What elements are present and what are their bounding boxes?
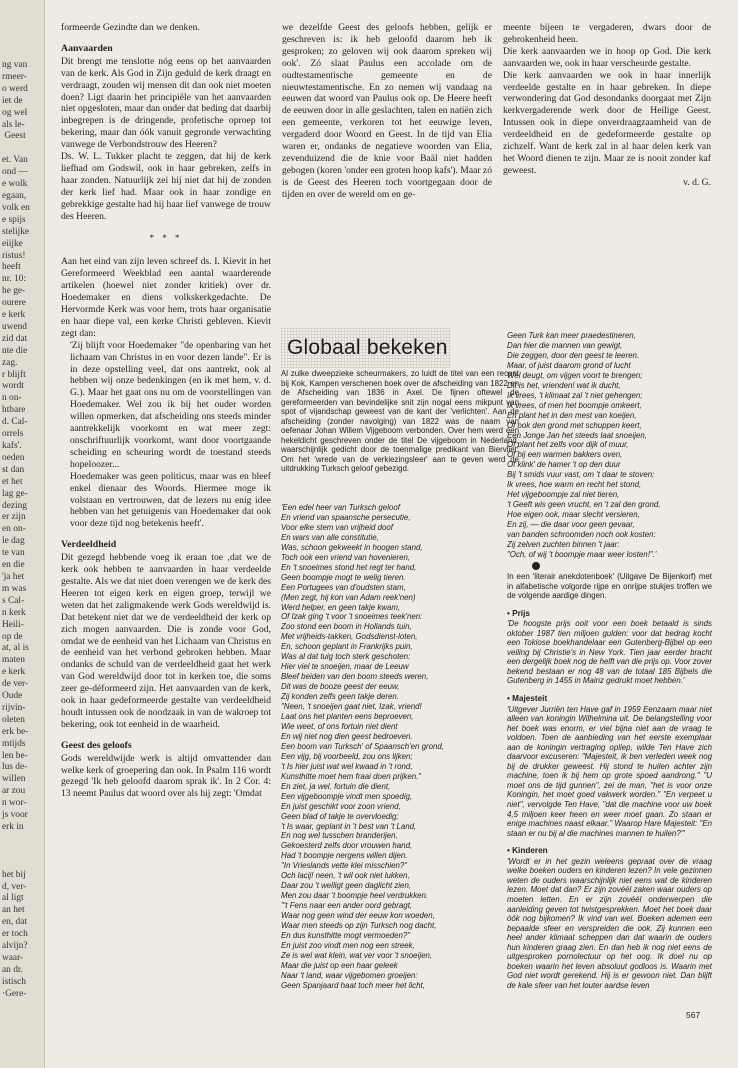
poem-line: Zoo stond een boom in Hollands tuin, — [281, 622, 412, 632]
col1-paragraph: Ds. W. L. Tukker placht te zeggen, dat hij de kerk liefhad om Godswil, ook in haar gebreken, zelfs in haar zonden. Natuurlijk zei hij niet dat hij de zonden der kerk lief had. Maar ook in haar zondige en gebrekkige gestalte had hij haar lief vanwege de trouw des Heeren. — [61, 151, 271, 222]
anecdote-majesteit: 'Uitgever Jurriën ten Have gaf in 1959 Eenzaam maar niet alleen van koningin Wilhelmina uit. De belangstelling voor het boek was enorm, er viel bijna niet aan de vraag te voldoen. Toen de aanbieding van het eerste exemplaar aan de koningin vertraging opliep, wilde Ten Have zich daarvoor excuseren: "Majesteit, ik ben verleden week nog bij de drukker geweest. Hij stond te huilen achter zijn machine, toen ik bij hem op grote spoed aandrong." "U moet ons de tijd gunnen", zei de man, "het is voor onze Koningin, het moet goed vakwerk worden." "En verpeet u niet", vervolgde Ten Have, "dat die machine voor uw boek 4,5 miljoen keer heen en weer moet gaan. Zo staan er enige machines naast elkaar." Waarop Hare Majesteit: "En staan er nu bij al die machines mannen te huilen?"' — [507, 704, 712, 838]
poem-line: Daar zou 't welligt geen daglicht zien, — [281, 881, 412, 891]
poem-line: van banden schroomden noch ook kosten: — [507, 530, 656, 540]
poem-line: En nog wel tusschen branderijen, — [281, 831, 398, 841]
poem-line: Ik vrees, of men het boompje omkeert, — [507, 400, 642, 410]
poem-line: Het vijgeboompje zal niet tieren, — [507, 490, 620, 500]
previous-page-margin — [0, 0, 45, 1068]
heading-verdeeldheid: Verdeeldheid — [61, 539, 117, 551]
poem-line: Kunsthitte moet hem fraai doen prijken." — [281, 771, 422, 781]
poem-line: 't Is hier juist wat wel kwaad in 't rond, — [281, 761, 413, 771]
poem-line: Hoe eigen ook, maar slecht versieren, — [507, 510, 640, 520]
poem-line: En zij, — die daar voor geen gevaar, — [507, 520, 635, 530]
column-1 — [61, 22, 271, 800]
poem-line: Met vrijheids-takken, Godsdienst-loten, — [281, 632, 418, 642]
poem-line: Of ook den grond met schuppen keert, — [507, 420, 642, 430]
poem-line: Of Izak ging 't voor 't snoeimes teek'nen: — [281, 612, 423, 622]
poem-line: "In Vrieslands vette klei misschien?" — [281, 861, 408, 871]
poem-line: Waar men steeds op zijn Turksch nog dacht, — [281, 921, 437, 931]
poem-line: Die zeggen, door den geest te leeren. — [507, 350, 640, 360]
anecdote-intro: In een 'literair anekdotenboek' (Uitgave De Bijenkorf) met in alfabetische volgorde rijpe en onrijpe stukjes troffen we de volgende aardige dingen. — [507, 572, 712, 601]
section-title: Globaal bekeken — [287, 336, 448, 359]
poem-line: Ik vrees, hoe warm en recht het stond, — [507, 480, 642, 490]
poem-line: En juist zoo vindt men nog een streek, — [281, 940, 415, 950]
poem-line: En wars van alle constitutie, — [281, 532, 379, 542]
globaal-intro-text: Al zulke dweepzieke scheurmakers, zo luidt de titel van een recent bij Kok, Kampen verschenen boek over de afscheiding van 1822 en de Afscheiding van 1836 in Axel. De fijnen oftewel de gereformeerden van bevindelijke snit zijn nogal eens mikpunt van spot of vijandschap geweest van de kant der 'verlichten'. Aan de afscheiding (zonder navolging) van 1822 was de naam van oefenaar Johan Willem Vijgeboom verbonden. Over hem werd een hekeldicht geschreven onder de titel De vijgeboom in Nederland, waarschijnlijk gedicht door de toenmalige predikant van Biervliet. Om het 'wrede van de verkiezingsleer' aan te geven werd de uitdrukking Turksch geloof gebezigd. — [281, 369, 519, 473]
poem-line: "Och, of wij 't boompje maar weer losten!".' — [507, 549, 657, 559]
section-title-box — [281, 328, 451, 368]
col1-paragraph: Dit brengt me tenslotte nóg eens op het aanvaarden van de kerk. Als God in Zijn geduld de kerk draagt en verdraagt, zouden wij mensen dit dan ook niet moeten doen? Ligt daarin het principiële van het aanvaarden niet opgesloten, maar dan onder dat beding dat daarbij inbegrepen is de dringende, profetische oproep tot bekering, maar dan óók vanuit gegronde verwachting vanwege de Verbondstrouw des Heeren? — [61, 55, 271, 151]
poem-line: En 't snoeimes stond het regt ter hand, — [281, 562, 417, 572]
column-2 — [282, 22, 492, 201]
poem-line: Hier viel te snoeijen, maar de Leeuw — [281, 662, 409, 672]
heading-majesteit: • Majesteit — [507, 694, 548, 704]
poem-line: Zij konden zelfs geen takje deren. — [281, 692, 399, 702]
poem-line: Geen Turk kan meer praedestineren, — [507, 331, 636, 340]
poem-line: Geen boompje mogt te welig tieren. — [281, 572, 406, 582]
anecdote-kinderen: 'Wordt er in het gezin weleens gepraat over de vraag welke boeken ouders en kinderen lezen? In vele gezinnen weten de ouders waarschijnlijk niet eens wat de kinderen lezen. Moet dat dan? Er zijn zovéél zaken waar ouders op moeten letten. En er zijn zovéél onderwerpen die aanleiding geven tot twistgesprekken. Moet het boek daar óók nog bijkomen? Ik vind van wel. Boeken ademen een bepaalde sfeer en verspreiden die ook. Zij kunnen een heel ander klimaat scheppen dan dat waarin de ouders hun kinderen graag zien. En dan heb ik nog niet eens de uitgesproken pornolectuur op het oog. Ik doel nu op boeken waarin het leven absoluut godloos is. Waarin met God niet wordt gerekend. Hij is er gewoon niet. Dan blijft de kale sfeer van het louter aardse leven — [507, 856, 712, 990]
poem-line: (Men zegt, hij kon van Adam reek'nen) — [281, 592, 416, 602]
poem-line: 'Een edel heer van Turksch geloof — [281, 503, 400, 512]
poem-line: 't Geeft wis geen vrucht, en 't zal den grond, — [507, 500, 661, 510]
poem-line: Naar 't land, waar vijgebomen groeijen: — [281, 970, 418, 980]
poem-line: Ze is wel wat klein, wat ver voor 't snoeijen, — [281, 950, 433, 960]
poem-line: Wel deugt, om vijgen voort te brengen; — [507, 370, 643, 380]
poem-line: Werd helper, en geen takje kwam, — [281, 602, 401, 612]
poem-line: En ziet, ja wel, fortuin die dient, — [281, 781, 391, 791]
poem-line: En wij niet nog dien geest bedroeven. — [281, 731, 413, 741]
section-divider: * * * — [149, 232, 183, 243]
poem-line: Geen Spanjaard haat toch meer het licht, — [281, 980, 425, 990]
poem-line: Wie weet, of ons fortuin niet dient — [281, 721, 398, 731]
poem-line: Maar die juist op een haar geleek — [281, 960, 398, 970]
poem-line: Een vijgeboompje vindt men spoedig, — [281, 791, 413, 801]
poem-line: Een boom van Turksch' of Spaansch'en grond, — [281, 741, 444, 751]
poem-line: Was al dat tuig toch sterk geschoten: — [281, 652, 411, 662]
poem-line: En vriend van spaansche persecutie, — [281, 512, 411, 522]
poem-line: Of bij een warmen bakkers oven, — [507, 450, 623, 460]
poem-line: "Neen, 't snoeijen gaat niet, Izak, vriend! — [281, 702, 422, 712]
col3-paragraph: meente bijeen te vergaderen, dwars door de gebrokenheid heen. — [503, 22, 711, 45]
poem-part-1 — [281, 503, 444, 991]
col1-lead: formeerde Gezindte dan we denken. — [61, 22, 200, 33]
poem-line: En plant het in den mest van koeijen, — [507, 410, 637, 420]
poem-line: Een Jonge Jan het steeds laat snoeijen, — [507, 430, 647, 440]
col2-paragraph: we dezelfde Geest des geloofs hebben, gelijk er geschreven is: ik heb geloofd daarom heb ik gesproken; zo geloven wij ook daarom spreken wij ook'. Zó slaat Paulus een accolade om de oudtestamentische gemeente en de nieuwtestamentische. En zo nemen wij vandaag na eeuwen dat woord van Paulus ook op. De Heere heeft de eeuwen door in alle geslachten, talen en natiën zich een gemeente, verkoren tot het eeuwige leven, vergaderd door Woord en Geest. In de tijd van Elia waren er, ondanks de negatieve woorden van Elia, zevenduizend die de knie voor Baäl niet hadden gebogen (koren 'onder een groten hoop kafs'). Maar zó is de Geest des Heeren toch voortgegaan door de tijden en over de wereld om en ge- — [282, 22, 492, 200]
page-number: 567 — [686, 1010, 701, 1020]
poem-line: Zij zelven zuchten binnen 't jaar: — [507, 540, 620, 550]
separator-dot-icon — [532, 562, 540, 570]
poem-line: Of plant het zelfs voor dijk of muur, — [507, 440, 629, 450]
author-signature: v. d. G. — [683, 176, 711, 188]
poem-line: Een vijg, bij voorbeeld, zou ons lijken; — [281, 751, 413, 761]
poem-line: Laat ons het planten eens beproeven, — [281, 712, 414, 722]
column-3 — [503, 22, 711, 189]
poem-line: Ik vrees, 't klimaat zal 't niet gehengen; — [507, 390, 643, 400]
heading-geest-des-geloofs: Geest des geloofs — [61, 739, 132, 751]
poem-line: Dan hier die mannen van gewigt, — [507, 340, 623, 350]
col3-paragraph: Die kerk aanvaarden we in hoop op God. Die kerk aanvaarden we, ook in haar verscheurde gestalte. — [503, 45, 711, 69]
heading-kinderen: • Kinderen — [507, 846, 548, 856]
poem-line: Waar nog geen wind der eeuw kon woeden, — [281, 911, 435, 921]
poem-part-2 — [507, 331, 660, 560]
poem-line: 't Is waar, geplant in 't best van 't Land, — [281, 821, 417, 831]
poem-line: En dus kunsthitte mogt vermoeden?" — [281, 930, 411, 940]
poem-line: Bij 't smids vuur vast, om 't daar te stoven; — [507, 470, 655, 480]
poem-line: "'t Fens naar een ander oord gebragt, — [281, 901, 413, 911]
heading-prijs: • Prijs — [507, 608, 530, 618]
poem-line: Toch ook een vriend van hovenieren, — [281, 552, 411, 562]
anecdote-prijs: 'De hoogste prijs ooit voor een boek betaald is sinds oktober 1987 tien miljoen gulden: voor dat bedrag kocht een Tokiose boekhandelaar een Gutenberg-Bijbel op een veiling bij Christie's in New York. Tien jaar eerder bracht een dergelijk boek nog de helft van die prijs op. Voor zover bekend bestaan er nog 48 van de totaal 185 Bijbels die Gutenberg in 1455 in Mainz gedrukt moet hebben.' — [507, 619, 712, 686]
globaal-intro — [281, 369, 519, 474]
poem-line: Of klink' de hamer 't op den duur — [507, 460, 621, 470]
poem-line: Och lacij! neen, 't wil ook niet lukken, — [281, 871, 410, 881]
poem-line: En juist geschikt voor zoon vriend, — [281, 801, 401, 811]
poem-line: Maar, of juist daarom grond of lucht — [507, 360, 631, 370]
previous-page-fragments: ng van rmeer- o werd iet de og wel als le- Geest et. Van ond — e wolk egaan, volk en e spijs stelijke eiijke ristus! heeft nr. 10: he ge- ourere e kerk uwend zid dat nte die zag. r blijft wordt n on- htbare d. Cal- orrels kafs'. oeden st dan et het lag ge- dezing er zijn en on- le dag te van en die 'ja het m was s Cal- n kerk Heili- op de at, al is maten e kerk de ver- Oude rijvin- oleten erk be- mtijds len be- lus de- willen ar zou n wor- js voor erk in het bij d, ver- al ligt an het en, dat er toch alvijn? waar- an dr. istisch ·Gere- — [2, 60, 30, 999]
poem-line: Voor elke stem van vrijheid doof — [281, 522, 393, 532]
col1-paragraph: Dit gezegd hebbende voeg ik eraan toe ,dat we de kerk ook hebben te aanvaarden in haar verdeelde gestalte. Als we dat niet doen verengen we de kerk des Heeren tot eigen kerk en eigen groep, terwijl we weten dat het zaligmakende werk Gods wereldwijd is. Dat betekent niet dat we de verdeeldheid der kerk op zich mogen aanvaarden. Die is zonde voor God, omdat we de eenheid van het Lichaam van Christus en de eenheid van het verbond gebroken hebben. Maar ondanks de schuld van de verdeeldheid gaat het werk van God wereldwijd door tot in kerken toe, die soms zeer ge-déformeerd zijn. Het aanvaarden van de kerk, ook in haar gedeformeerde gestalte van verdeeldheid houdt intussen ook de noodzaak in van de wakroep tot bekering, ook tot eenheid in de waarheid. — [61, 552, 271, 730]
poem-line: Men zou daar 't boompje heel verdrukken. — [281, 891, 429, 901]
poem-line: Dit was de booze geest der eeuw, — [281, 682, 400, 692]
kievit-quote: 'Zij blijft voor Hoedemaker "de openbaring van het lichaam van Christus in en voor dezen lande". Er is in deze opstelling veel, dat ons aantrekt, ook al hebben wij onze bedenkingen (en ik met hem, v. d. G.). Maar het gaat ons nu om de voorstellingen van Hoedemaker. Wel zou ik bij het ouder worden willen opmerken, dat afscheiding ons steeds minder aantrekkelijk voorkomt en wat meer zegt: onschriftuurlijk voorkomt, want door voortgaande scheiding en scheuring wordt de toestand steeds hopeloozer... — [70, 339, 271, 470]
poem-line: Geen blad of takje te overvloedig; — [281, 811, 399, 821]
poem-line: En, schoon geplant in Frankrijks puin, — [281, 642, 413, 652]
poem-line: Had 't boompje nergens willen dijen. — [281, 851, 408, 861]
col1-paragraph: Gods wereldwijde werk is altijd omvattender dan welke kerk of groepering dan ook. In Psalm 116 wordt gezegd 'Ik heb geloofd daarom sprak ik'. In 2 Cor. 4: 13 neemt Paulus dat woord over als hij zegt: 'Omdat — [61, 752, 271, 800]
poem-line: Gekoesterd zelfs door vrouwen hand, — [281, 841, 413, 851]
heading-aanvaarden: Aanvaarden — [61, 42, 113, 54]
poem-line: Een Portugees van d'oudsten stam, — [281, 582, 406, 592]
col1-paragraph: Aan het eind van zijn leven schreef ds. I. Kievit in het Gereformeerd Weekblad een aantal waarderende artikelen (hoewel niet zonder kritiek) over dr. Hoedemaker en diens volkskerkgedachte. De Hervormde Kerk was voor hem, trots haar organisatie en haar diepe val, een kerke Christi gebleven. Kievit zegt dan: — [61, 256, 271, 339]
poem-line: Bleef beiden van den boom steeds weren, — [281, 672, 429, 682]
kievit-quote-continued: Hoedemaker was geen politicus, maar was en bleef enkel dienaar des Woords. Hiermee moge ik volstaan en vertrouwen, dat de lezers nu enig idee hebben van het getuigenis van Hoedemaker dat ook voor deze tijd nog betekenis heeft'. — [70, 470, 271, 530]
poem-line: Was, schoon gekweekt in hoogen stand, — [281, 542, 423, 552]
poem-line: Dit is het, vrienden! wat ik ducht, — [507, 380, 621, 390]
anecdote-column — [507, 572, 712, 990]
col3-paragraph: Die kerk aanvaarden we ook in haar innerlijk verdeelde gestalte en in haar gebreken. In diepe verwondering dat God desondanks doorgaat met Zijn kerkvergaderende werk door de Heilige Geest. Intussen ook in diepe onverdraagzaamheid van de verdeeldheid en de gedeformeerde gestalte op zichzelf. Want de kerk zal in al haar delen kerk van het Woord dienen te zijn. Maar ze is nooit zonder kaf geweest. — [503, 69, 711, 176]
